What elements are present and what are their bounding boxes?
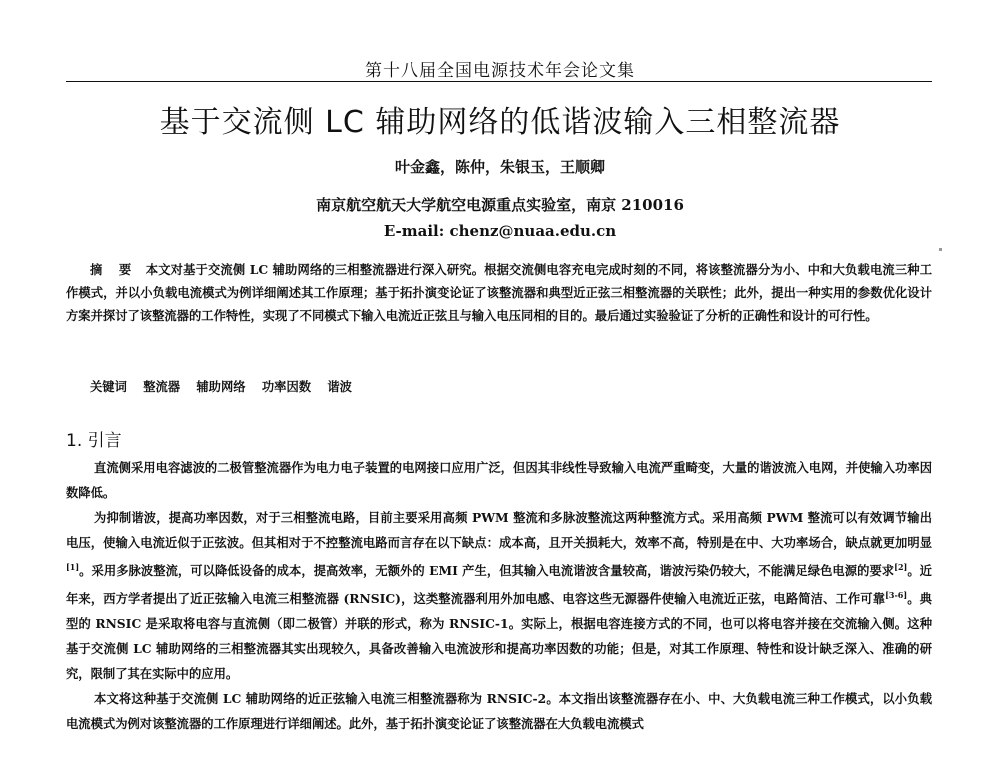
- paragraph-text: 。近年来，西方学者提出了近正弦输入电流三相整流器 (RNSIC)，这类整流器利用外加电感、电容这些无源器件使输入电流近正弦，电路简洁、工作可靠: [66, 563, 932, 607]
- keywords: [90, 377, 932, 395]
- email: E-mail: chenz@nuaa.edu.cn: [383, 222, 617, 240]
- abstract-label: 摘 要: [90, 262, 138, 277]
- affiliation: 南京航空航天大学航空电源重点实验室，南京 210016: [316, 196, 684, 214]
- header-rule: [66, 81, 932, 82]
- keywords-label: 关键词: [90, 379, 127, 394]
- paragraph: [66, 455, 932, 505]
- keyword: 功率因数: [261, 379, 312, 394]
- paragraph-text: 本文将这种基于交流侧 LC 辅助网络的近正弦输入电流三相整流器称为 RNSIC-2。本文指出该整流器存在小、中、大负载电流三种工作模式，以小负载电流模式为例对该整流器的工作原理进行详细阐述。此外，基于拓扑演变论证了该整流器在大负载电流模式: [66, 691, 932, 732]
- author-list: 叶金鑫，陈仲，朱银玉，王顺卿: [394, 158, 605, 176]
- section-number: 1.: [66, 431, 83, 451]
- paragraph-text: 直流侧采用电容滤波的二极管整流器作为电力电子装置的电网接口应用广泛，但因其非线性导致输入电流严重畸变，大量的谐波流入电网，并使输入功率因数降低。: [66, 460, 932, 500]
- keyword: 辅助网络: [196, 379, 246, 394]
- keyword: 谐波: [327, 379, 352, 394]
- citation: [2]: [894, 562, 908, 572]
- scan-mark: [939, 248, 942, 251]
- paper-title: 基于交流侧 LC 辅助网络的低谐波输入三相整流器: [159, 105, 841, 140]
- citation: [3-6]: [885, 590, 908, 601]
- paragraph: [66, 686, 932, 736]
- section-title: 引言: [87, 431, 122, 451]
- section-heading: [66, 426, 122, 451]
- paragraph: [66, 505, 932, 686]
- running-head: 第十八届全国电源技术年会论文集: [365, 61, 635, 81]
- abstract: [66, 258, 932, 327]
- paragraph-text: 为抑制谐波，提高功率因数，对于三相整流电路，目前主要采用高频 PWM 整流和多脉波整流这两种整流方式。采用高频 PWM 整流可以有效调节输出电压，使输入电流近似于正弦波。但其相对于不控整流电路而言存在以下缺点：成本高，且开关损耗大，效率不高，特别是在中、大功率场合，缺点就更加明显: [66, 510, 932, 550]
- paragraph-text: 。典型的 RNSIC 是采取将电容与直流侧（即二极管）并联的形式，称为 RNSIC-1。实际上，根据电容连接方式的不同，也可以将电容并接在交流输入侧。这种基于交流侧 LC 辅助网络的三相整流器其实出现较久，具备改善输入电流波形和提高功率因数的功能；但是，对其工作原理、特性和设计缺乏深入、准确的研究，限制了其在实际中的应用。: [66, 591, 932, 682]
- body-text: [66, 455, 932, 736]
- paragraph-text: 。采用多脉波整流，可以降低设备的成本，提高效率，无额外的 EMI 产生，但其输入电流谐波含量较高，谐波污染仍较大，不能满足绿色电源的要求: [79, 563, 895, 579]
- keyword: 整流器: [143, 379, 181, 394]
- citation: [1]: [66, 562, 80, 572]
- abstract-text: 本文对基于交流侧 LC 辅助网络的三相整流器进行深入研究。根据交流侧电容充电完成时刻的不同，将该整流器分为小、中和大负载电流三种工作模式，并以小负载电流模式为例详细阐述其工作原理；基于拓扑演变论证了该整流器和典型近正弦三相整流器的关联性；此外，提出一种实用的参数优化设计方案并探讨了该整流器的工作特性，实现了不同模式下输入电流近正弦且与输入电压同相的目的。最后通过实验验证了分析的正确性和设计的可行性。: [66, 262, 933, 323]
